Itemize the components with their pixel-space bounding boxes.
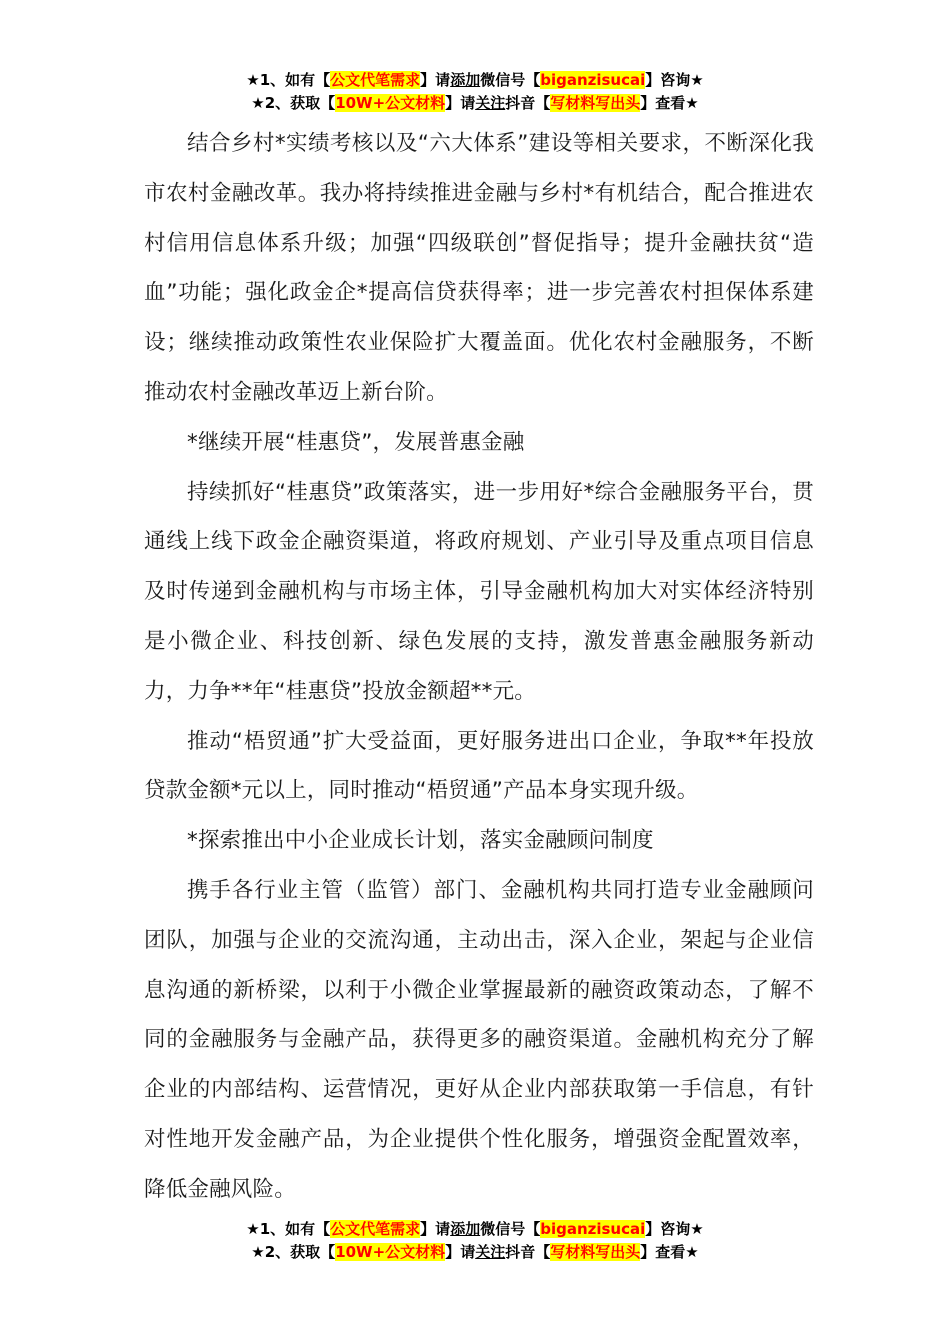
header-line-1-text: 】请 <box>420 71 451 89</box>
paragraph-financial-advisor: 携手各行业主管（监管）部门、金融机构共同打造专业金融顾问团队，加强与企业的交流沟通，主动出击，深入企业，架起与企业信息沟通的新桥梁，以利于小微企业掌握最新的融资政策动态，了解不同的金融服务与金融产品，获得更多的融资渠道。金融机构充分了解企业的内部结构、运营情况，更好从企业内部获取第一手信息，有针对性地开发金融产品，为企业提供个性化服务，增强资金配置效率，降低金融风险。 <box>144 877 814 1202</box>
footer-line-2-suffix: 】查看★ <box>640 1243 699 1261</box>
header-banner <box>0 69 950 115</box>
footer-highlight-materials: 10W+公文材料 <box>335 1243 446 1261</box>
footer-highlight-service: 公文代笔需求 <box>330 1220 421 1238</box>
header-line-1-prefix: ★1、如有【 <box>246 71 331 89</box>
footer-line-2-text: 】请 <box>445 1243 476 1261</box>
header-line-1-suffix: 】咨询★ <box>645 71 704 89</box>
footer-banner <box>0 1218 950 1264</box>
footer-line-1-prefix: ★1、如有【 <box>246 1220 331 1238</box>
footer-underline-follow: 关注 <box>475 1243 506 1261</box>
footer-underline-add: 添加 <box>450 1220 481 1238</box>
document-body <box>144 119 814 1215</box>
header-line-2-prefix: ★2、获取【 <box>251 94 336 112</box>
section-heading-sme-growth: *探索推出中小企业成长计划，落实金融顾问制度 <box>187 828 654 854</box>
footer-highlight-douyin: 写材料写出头 <box>550 1243 641 1261</box>
header-line-2-text-2: 抖音【 <box>505 94 551 112</box>
footer-highlight-wechat-id: biganzisucai <box>540 1220 646 1238</box>
footer-line-2-prefix: ★2、获取【 <box>251 1243 336 1261</box>
header-highlight-service: 公文代笔需求 <box>330 71 421 89</box>
header-line-2-text: 】请 <box>445 94 476 112</box>
header-highlight-materials: 10W+公文材料 <box>335 94 446 112</box>
header-highlight-douyin: 写材料写出头 <box>550 94 641 112</box>
header-line-2-suffix: 】查看★ <box>640 94 699 112</box>
footer-line-1-text: 】请 <box>420 1220 451 1238</box>
footer-line-1 <box>0 1218 950 1241</box>
paragraph-guihuidai: 持续抓好“桂惠贷”政策落实，进一步用好*综合金融服务平台，贯通线上线下政金企融资渠道，将政府规划、产业引导及重点项目信息及时传递到金融机构与市场主体，引导金融机构加大对实体经济特别是小微企业、科技创新、绿色发展的支持，激发普惠金融服务新动力，力争**年“桂惠贷”投放金额超**元。 <box>144 479 814 704</box>
section-heading-guihuidai: *继续开展“桂惠贷”，发展普惠金融 <box>187 429 525 455</box>
header-line-2 <box>0 92 950 115</box>
header-underline-add: 添加 <box>450 71 481 89</box>
paragraph-intro: 结合乡村*实绩考核以及“六大体系”建设等相关要求，不断深化我市农村金融改革。我办将持续推进金融与乡村*有机结合，配合推进农村信用信息体系升级；加强“四级联创”督促指导；提升金融扶贫“造血”功能；强化政金企*提高信贷获得率；进一步完善农村担保体系建设；继续推动政策性农业保险扩大覆盖面。优化农村金融服务，不断推动农村金融改革迈上新台阶。 <box>144 131 814 405</box>
header-underline-follow: 关注 <box>475 94 506 112</box>
footer-line-2-text-2: 抖音【 <box>505 1243 551 1261</box>
footer-line-1-text-2: 微信号【 <box>480 1220 541 1238</box>
footer-line-2 <box>0 1241 950 1264</box>
footer-line-1-suffix: 】咨询★ <box>645 1220 704 1238</box>
paragraph-wumaotong: 推动“梧贸通”扩大受益面，更好服务进出口企业，争取**年投放贷款金额*元以上，同时推动“梧贸通”产品本身实现升级。 <box>144 728 814 804</box>
header-line-1 <box>0 69 950 92</box>
header-line-1-text-2: 微信号【 <box>480 71 541 89</box>
header-highlight-wechat-id: biganzisucai <box>540 71 646 89</box>
